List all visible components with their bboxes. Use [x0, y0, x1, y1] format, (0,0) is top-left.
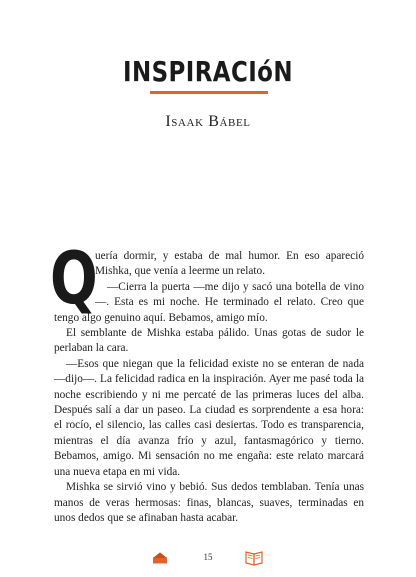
house-icon[interactable] — [152, 552, 168, 564]
drop-cap: Q — [50, 236, 98, 320]
author-name: Isaak Bábel — [165, 113, 251, 130]
open-book-icon[interactable] — [244, 550, 264, 566]
paragraph: El semblante de Mishka estaba pálido. Unas gotas de sudor le perlaban la cara. — [54, 327, 364, 355]
paragraph: —Cierra la puerta —me dijo y sacó una botella de vino—. Esta es mi noche. He terminado el relato. Creo que tengo algo genuino aquí. Bebamos, amigo mío. — [54, 280, 364, 324]
page-number: 15 — [203, 552, 213, 562]
title-underline — [150, 91, 268, 94]
story-body — [50, 236, 364, 526]
paragraph: Mishka se sirvió vino y bebió. Sus dedos temblaban. Tenía unas manos de veras hermosas: finas, blancas, suaves, terminadas en unos dedos que se afinaban hasta acabar. — [54, 481, 364, 524]
paragraph-text: uería dormir, y estaba de mal humor. En eso apareció Mishka, que venía a leerme un relato. — [95, 250, 364, 278]
page-title: INSPIRACIóN — [122, 55, 293, 88]
paragraph: —Esos que niegan que la felicidad existe no se enteran de nada —dijo—. La felicidad radica en la inspiración. Ayer me pasé toda la noche escribiendo y ni me percaté de las primeras luces del alba. Después salí a dar un paseo. La ciudad es sorprendente a esa hora: el rocío, el silencio, las calles casi desiertas. Todo es transparencia, mientras el día avanza frío y azul, fantasmagórico y tierno. Bebamos, amigo. Mi sensación no me engaña: este relato marcará una nueva etapa en mi vida. — [54, 357, 364, 478]
